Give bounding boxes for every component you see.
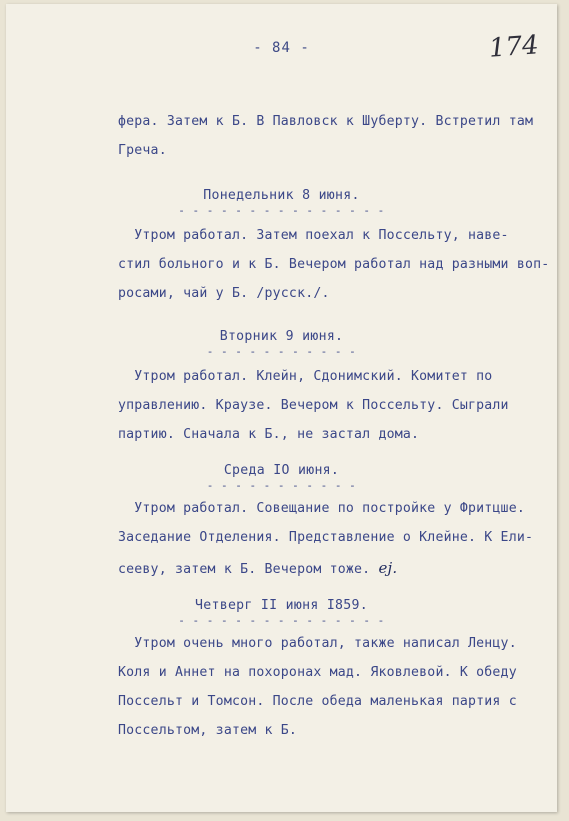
- body-line: партию. Сначала к Б., не застал дома.: [118, 427, 420, 442]
- body-line: [118, 559, 397, 577]
- body-line: Утром очень много работал, также написал Ленцу.: [118, 636, 517, 651]
- body-line: фера. Затем к Б. В Павловск к Шуберту. Встретил там: [118, 114, 534, 129]
- body-line: Утром работал. Совещание по постройке у Фритцше.: [118, 501, 525, 516]
- body-line: Поссельтом, затем к Б.: [118, 723, 298, 738]
- heading-underline: - - - - - - - - - - -: [206, 479, 357, 492]
- heading-underline: - - - - - - - - - - -: [206, 345, 357, 358]
- document-page: [6, 4, 557, 812]
- page-number: - 84 -: [253, 40, 310, 56]
- body-line: Коля и Аннет на похоронах мад. Яковлевой. К обеду: [118, 665, 517, 680]
- body-line-text: сееву, затем к Б. Вечером тоже.: [118, 562, 371, 577]
- entry-heading: Четверг II июня I859.: [194, 598, 369, 613]
- body-line: управлению. Краузе. Вечером к Поссельту. Сыграли: [118, 398, 509, 413]
- body-line: Заседание Отделения. Представление о Клейне. К Ели-: [118, 530, 534, 545]
- handwritten-note: ej.: [378, 559, 398, 577]
- heading-underline: - - - - - - - - - - - - - - -: [178, 614, 385, 627]
- body-line: росами, чай у Б. /русск./.: [118, 286, 330, 301]
- heading-underline: - - - - - - - - - - - - - - -: [178, 204, 385, 217]
- entry-heading: Понедельник 8 июня.: [203, 188, 360, 203]
- entry-heading: Среда IO июня.: [223, 463, 340, 478]
- body-line: Поссельт и Томсон. После обеда маленькая партия с: [118, 694, 517, 709]
- body-line: Греча.: [118, 143, 167, 158]
- entry-heading: Вторник 9 июня.: [219, 329, 344, 344]
- body-line: Утром работал. Клейн, Сдонимский. Комитет по: [118, 369, 493, 384]
- folio-number: 174: [488, 30, 540, 64]
- body-line: Утром работал. Затем поехал к Поссельту, наве-: [118, 228, 509, 243]
- body-line: стил больного и к Б. Вечером работал над разными воп-: [118, 257, 550, 272]
